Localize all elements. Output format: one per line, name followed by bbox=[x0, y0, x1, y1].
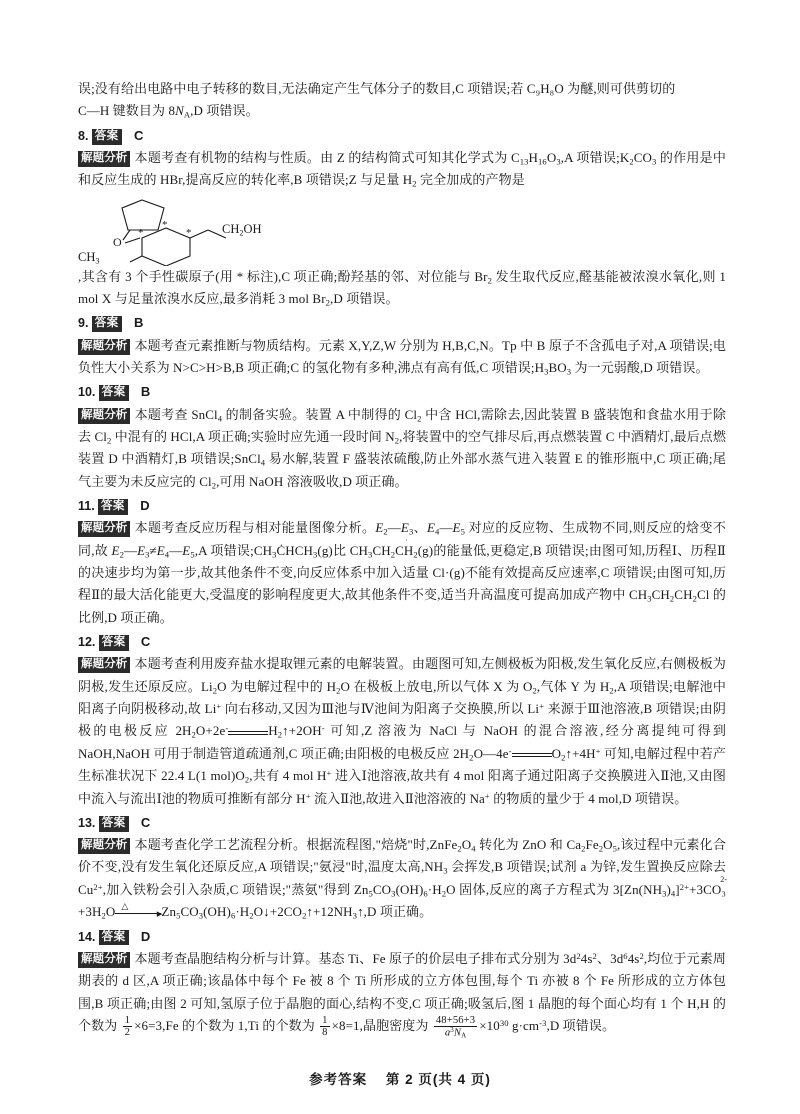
question-number-11: 11. bbox=[78, 499, 95, 514]
answer-tag-11: 答案 bbox=[98, 499, 128, 515]
chemical-structure-z bbox=[78, 194, 726, 266]
fraction-one-half: $\frac{1}{2}$ bbox=[124, 1015, 131, 1039]
answer-value-9: B bbox=[133, 315, 144, 331]
analysis-11-text: 本题考查反应历程与相对能量图像分析。$E_2—E_3$、$E_4—E_5$ 对应的反应物、生成物不同,则反应的焓变不同,故 $E_2—E_3\ne E_4—E_5,A$ 项错误$;CH_3ĊHCH_3(g)$比 $CH_3CH_2$ · $CH_2(g)$的能量低,更稳定,B 项错误;由图可知,历程Ⅰ、历程Ⅱ的决速步均为第一步,故其他条件不变,向反应体系中加入适量 Cl·(g)不能有效提高反应速率,C 项错误;由图可知,历程Ⅱ的最大活化能更大,受温度的影响程度更大,故其他条件不变,适当升高温度可提高加成产物中 $CH_3CH_2CH_2Cl$ 的比例,D 项正确。 bbox=[78, 520, 726, 625]
analysis-paragraph-9 bbox=[78, 335, 726, 380]
answer-line-12 bbox=[78, 631, 726, 652]
heating-reaction-arrow: △ ▸ bbox=[115, 907, 161, 920]
double-line-arrow-1 bbox=[228, 726, 268, 739]
fraction-density: $\frac{48+56+3}{a^3N_A}$ bbox=[435, 1014, 476, 1040]
answer-tag-13: 答案 bbox=[99, 816, 129, 832]
svg-text:O: O bbox=[113, 234, 122, 249]
analysis-paragraph-14 bbox=[78, 948, 726, 1040]
top-continuation-line-2: C—H 键数目为 $8N_A,D$ 项错误。 bbox=[78, 103, 259, 120]
answer-value-10: B bbox=[140, 384, 151, 400]
structure-label-ch3: $CH_3$ bbox=[78, 249, 100, 265]
question-number-9: 9. bbox=[78, 316, 89, 331]
answer-tag-8: 答案 bbox=[92, 129, 122, 145]
answer-line-9 bbox=[78, 312, 726, 333]
analysis-paragraph-10 bbox=[78, 404, 726, 493]
analysis-paragraph-12 bbox=[78, 653, 726, 810]
top-continuation-line-1: 误;没有给出电路中电子转移的数目,无法确定产生气体分子的数目,C 项错误;若 C₉H₈O 为醚,则可供剪切的 bbox=[78, 81, 676, 96]
answer-value-11: D bbox=[140, 498, 150, 514]
svg-text:*: * bbox=[138, 226, 144, 239]
analysis-tag-14: 解题分析 bbox=[78, 952, 130, 968]
answer-tag-14: 答案 bbox=[99, 930, 129, 946]
answer-block-12 bbox=[78, 631, 726, 810]
question-number-12: 12. bbox=[78, 635, 96, 650]
svg-text:*: * bbox=[162, 218, 168, 231]
answer-value-8: C bbox=[133, 127, 144, 143]
analysis-tag-10: 解题分析 bbox=[78, 408, 130, 424]
analysis-14-text: 本题考查晶胞结构分析与计算。基态 Ti、Fe 原子的价层电子排布式分别为 $3d^24s^2$、$3d^64s^2$,均位于元素周期表的 d 区,A 项正确;该晶体中每个 Fe 被 8 个 Ti 所形成的立方体包围,每个 Ti 亦被 8 个 Fe 所形成的立方体包围,B 项正确;由图 2 可知,氢原子位于晶胞的面心,结构不变,C 项正确;吸氢后,图 1 晶胞的每个面心均有 1 个 H,H 的个数为 $\frac{1}{2}$ ×6=3,Fe 的个数为 1,Ti 的个数为 $\frac{1}{8}$ ×8=1,晶胞密度为 $\frac{48+56+3}{a^3N_A}$ $\times 10^{30}$ $g\cdot cm^{-3},D$ 项错误。 bbox=[78, 950, 727, 1040]
question-number-13: 13. bbox=[78, 815, 96, 830]
analysis-13-text: 本题考查化学工艺流程分析。根据流程图,"焙烧"时$,ZnFe_2O_4$ 转化为 ZnO 和 $Ca_2Fe_2O_5$,该过程中元素化合价不变,没有发生氧化还原反应,A 项错误;"氨浸"时,温度太高$,NH_3$ 会挥发,B 项错误;试剂 a 为锌,发生置换反应除去 $Cu^{2+}$,加入铁粉会引入杂质,C 项错误;"蒸氨"得到 $Zn_5CO_3(OH)_6\cdot H_2O$ 固体,反应的离子方程式为 $3[Zn(NH_3)_4]^{2+}+3CO$ 2- $_3+3H_2O$ △ ▸ $Zn_5CO_3(OH)_6\cdot H_2O↓+2CO_2↑+12NH_3↑,D$ 项正确。 bbox=[78, 837, 728, 921]
analysis-10-text: 本题考查 SnCl$_4$ 的制备实验。装置 A 中制得的 $Cl_2$ 中含 HCl,需除去,因此装置 B 盛装饱和食盐水用于除去 $Cl_2$ 中混有的 HCl,A 项正确;实验时应先通一段时间 $N_2$,将装置中的空气排尽后,再点燃装置 C 中酒精灯,最后点燃装置 D 中酒精灯,B 项错误;SnCl$_4$ 易水解,装置 F 盛装浓硫酸,防止外部水蒸气进入装置 E 的锥形瓶中,C 项正确;尾气主要为未反应完的 $Cl_2$,可用 NaOH 溶液吸收,D 项正确。 bbox=[78, 406, 726, 491]
answer-value-14: D bbox=[140, 928, 151, 944]
analysis-8-line-1: 本题考查有机物的结构与性质。由 Z 的结构简式可知其化学式为 $C_{13}H_{16}O_3,A$ 项错误$;K_2CO_3$ 的作用是中和反应生成的 HBr,提高反应的转化率,B 项错误;Z 与足量 $H_2$ 完全加成的产物是 bbox=[78, 149, 726, 189]
answer-line-11 bbox=[78, 495, 726, 516]
analysis-tag-9: 解题分析 bbox=[78, 339, 130, 355]
answer-tag-9: 答案 bbox=[92, 316, 122, 332]
analysis-paragraph-11 bbox=[78, 517, 726, 629]
footer-page-number: 第 2 页(共 4 页) bbox=[385, 1072, 491, 1087]
answer-line-13 bbox=[78, 812, 726, 833]
question-number-10: 10. bbox=[78, 385, 96, 400]
answer-line-8 bbox=[78, 125, 726, 146]
answer-block-14 bbox=[78, 926, 726, 1040]
answer-line-14 bbox=[78, 926, 726, 947]
analysis-9-text: 本题考查元素推断与物质结构。元素 X,Y,Z,W 分别为 H,B,C,N。Tp 中 B 原子不含孤电子对,A 项错误;电负性大小关系为 N>C>H>B,B 项正确;C 的氢化物有多种,沸点有高有低,C 项错误$;H_3BO_3$ 为一元弱酸,D 项错误。 bbox=[78, 337, 726, 377]
answer-line-10 bbox=[78, 381, 726, 402]
answer-block-8 bbox=[78, 125, 726, 311]
analysis-8-after-structure bbox=[78, 266, 726, 311]
double-line-arrow-2 bbox=[512, 748, 552, 761]
analysis-paragraph-8 bbox=[78, 147, 726, 192]
structure-label-ch2oh: $CH_2OH$ bbox=[222, 221, 262, 237]
analysis-paragraph-13 bbox=[78, 834, 726, 923]
svg-text:*: * bbox=[186, 226, 192, 239]
answer-value-12: C bbox=[140, 634, 151, 650]
footer-title: 参考答案 bbox=[309, 1072, 368, 1087]
fraction-one-eighth: $\frac{1}{8}$ bbox=[322, 1015, 328, 1039]
page-content bbox=[78, 78, 726, 1042]
analysis-8-line-3: ,其含有 3 个手性碳原子(用 * 标注),C 项正确;酚羟基的邻、对位能与 $Br_2$ 发生取代反应,醛基能被浓溴水氧化,则 1 mol X 与足量浓溴水反应,最多消耗 3 mol $Br_2,D$ 项错误。 bbox=[78, 268, 726, 308]
analysis-tag-12: 解题分析 bbox=[78, 657, 130, 673]
analysis-12-text: 本题考查利用废弃盐水提取锂元素的电解装置。由题图可知,左侧极板为阳极,发生氧化反应,右侧极板为阴极,发生还原反应。$Li_2O$ 为电解过程中的 $H_2O$ 在极板上放电,所以气体 X 为 $O_2$,气体 Y 为 $H_2,A$ 项错误;电解池中阳离子向阴极移动,故 Li+ 向右移动,又因为Ⅲ池与Ⅳ池间为阳离子交换膜,所以 Li+ 来源于Ⅲ池溶液,B 项错误;由阴极的电极反应 $2H_2O+2e^-$ $H_2↑+2OH^-$ 可知,Z 溶液为 NaCl 与 NaOH 的混合溶液,经分离提纯可得到 NaOH,NaOH 可用于制造管道疏通剂,C 项正确;由阳极的电极反应 $2H_2O—4e^-$ $O_2↑+4H^+$ 可知,电解过程中若产生标准状况下 22.4 L(1 $mol)O_2$,共有 4 mol H+ 进入Ⅰ池溶液,故共有 4 mol 阳离子通过阳离子交换膜进入Ⅱ池,又由图中流入与流出Ⅰ池的物质可推断有部分 H+ 流入Ⅱ池,故进入Ⅱ池溶液的 Na+ 的物质的量少于 4 mol,D 项错误。 bbox=[78, 656, 726, 806]
analysis-tag-13: 解题分析 bbox=[78, 838, 130, 854]
answer-block-13 bbox=[78, 812, 726, 924]
answer-block-11 bbox=[78, 495, 726, 629]
analysis-tag-8: 解题分析 bbox=[78, 151, 130, 167]
answer-block-9 bbox=[78, 312, 726, 379]
top-continuation-paragraph bbox=[78, 78, 726, 123]
page-footer bbox=[0, 1068, 800, 1088]
question-number-14: 14. bbox=[78, 929, 96, 944]
question-number-8: 8. bbox=[78, 128, 89, 143]
answer-tag-12: 答案 bbox=[99, 635, 129, 651]
answer-value-13: C bbox=[140, 814, 151, 830]
answer-block-10 bbox=[78, 381, 726, 493]
analysis-tag-11: 解题分析 bbox=[78, 521, 130, 537]
answer-tag-10: 答案 bbox=[99, 385, 129, 401]
